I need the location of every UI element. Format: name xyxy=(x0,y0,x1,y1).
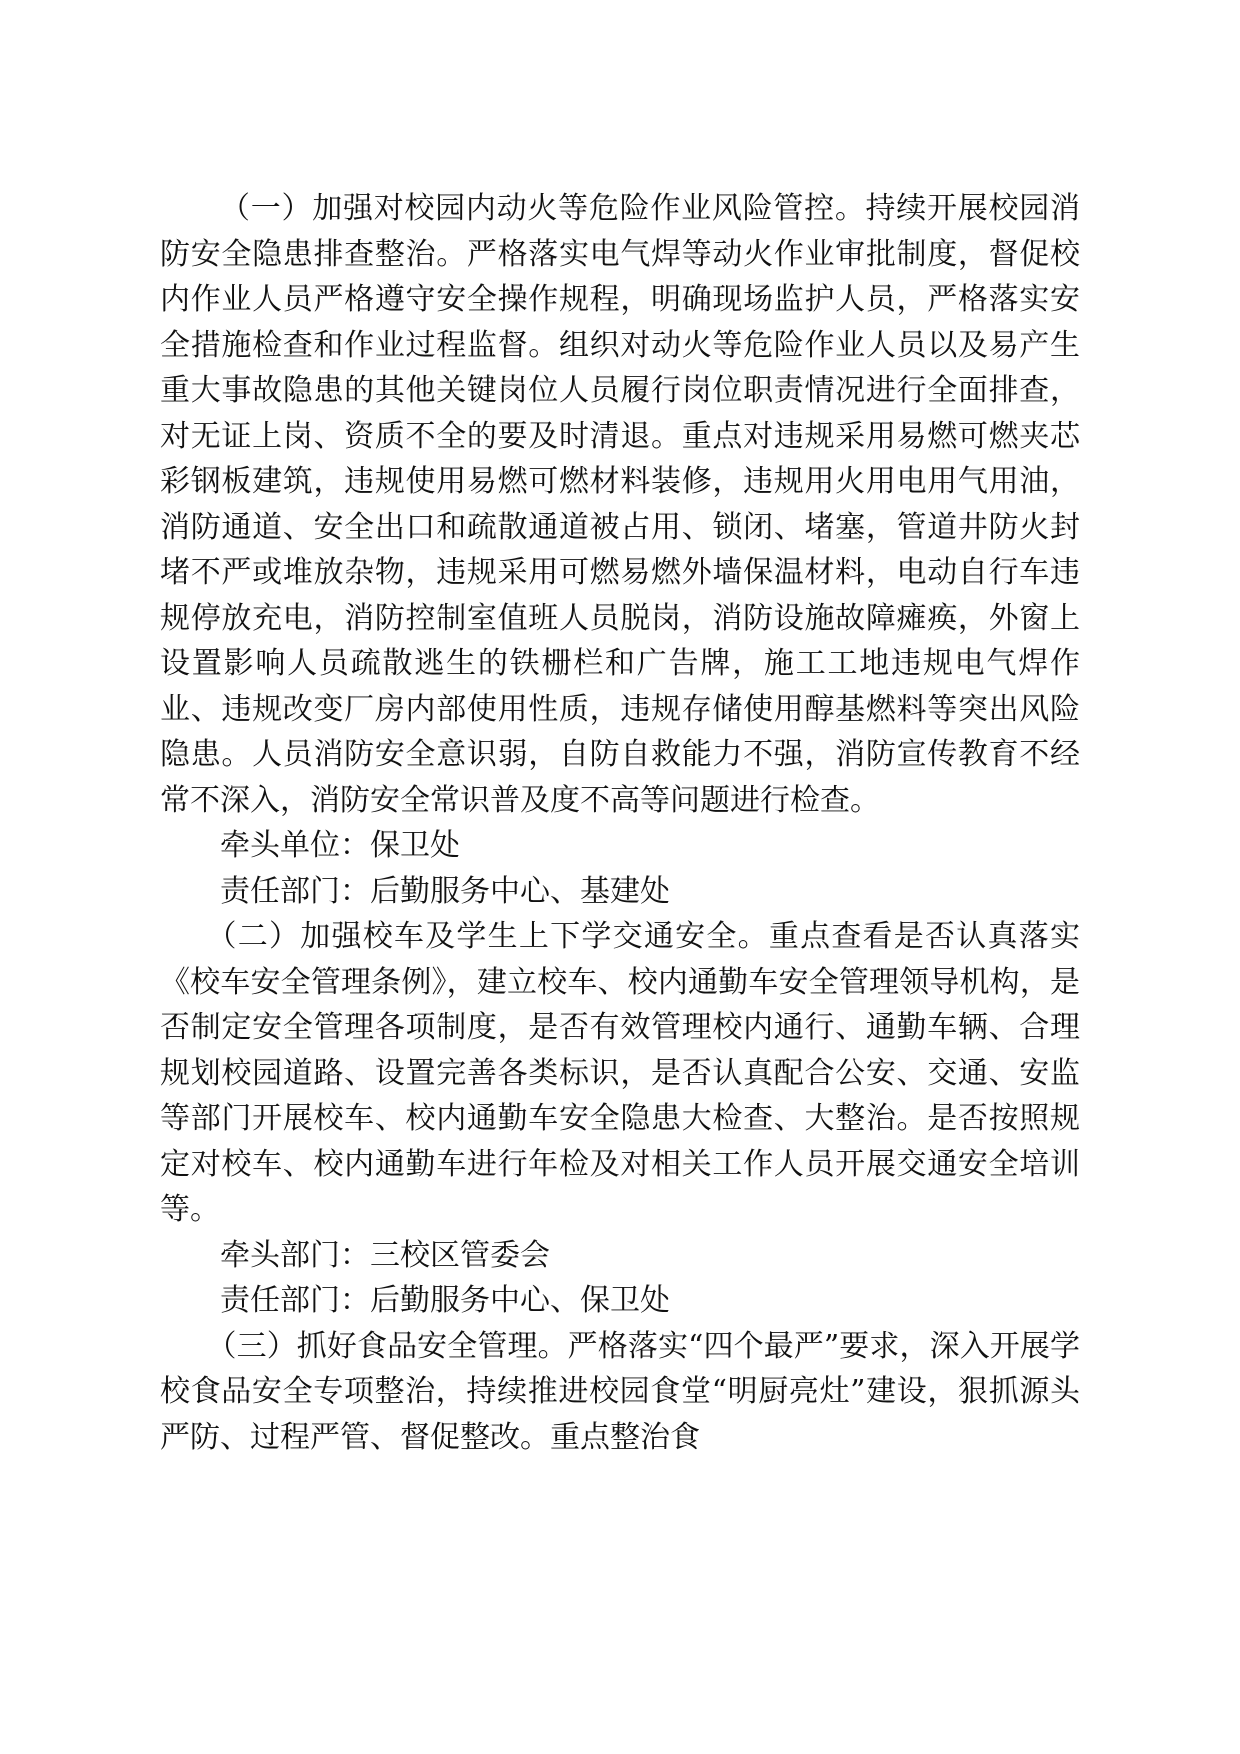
section-2-responsible-departments: 责任部门：后勤服务中心、保卫处 xyxy=(220,1283,670,1318)
section-1-responsible-departments: 责任部门：后勤服务中心、基建处 xyxy=(220,873,670,909)
section-3-paragraph: （三）抓好食品安全管理。严格落实“四个最严”要求，深入开展学校食品安全专项整治，持续推进校园食堂“明厨亮灶”建设，狠抓源头严防、过程严管、督促整改。重点整治食 xyxy=(160,1328,1080,1455)
document-page xyxy=(160,186,1080,1460)
section-2-lead-department: 牵头部门：三校区管委会 xyxy=(220,1237,550,1273)
section-1-lead-unit: 牵头单位：保卫处 xyxy=(220,828,460,863)
section-2-paragraph: （二）加强校车及学生上下学交通安全。重点查看是否认真落实《校车安全管理条例》，建立校车、校内通勤车安全管理领导机构，是否制定安全管理各项制度，是否有效管理校内通行、通勤车辆、合理规划校园道路、设置完善各类标识，是否认真配合公安、交通、安监等部门开展校车、校内通勤车安全隐患大检查、大整治。是否按照规定对校车、校内通勤车进行年检及对相关工作人员开展交通安全培训等。 xyxy=(160,919,1080,1227)
section-1-paragraph: （一）加强对校园内动火等危险作业风险管控。持续开展校园消防安全隐患排查整治。严格落实电气焊等动火作业审批制度，督促校内作业人员严格遵守安全操作规程，明确现场监护人员，严格落实安全措施检查和作业过程监督。组织对动火等危险作业人员以及易产生重大事故隐患的其他关键岗位人员履行岗位职责情况进行全面排查，对无证上岗、资质不全的要及时清退。重点对违规采用易燃可燃夹芯彩钢板建筑，违规使用易燃可燃材料装修，违规用火用电用气用油，消防通道、安全出口和疏散通道被占用、锁闭、堵塞，管道井防火封堵不严或堆放杂物，违规采用可燃易燃外墙保温材料，电动自行车违规停放充电，消防控制室值班人员脱岗，消防设施故障瘫痪，外窗上设置影响人员疏散逃生的铁栅栏和广告牌，施工工地违规电气焊作业、违规改变厂房内部使用性质，违规存储使用醇基燃料等突出风险隐患。人员消防安全意识弱，自防自救能力不强，消防宣传教育不经常不深入，消防安全常识普及度不高等问题进行检查。 xyxy=(160,191,1080,818)
